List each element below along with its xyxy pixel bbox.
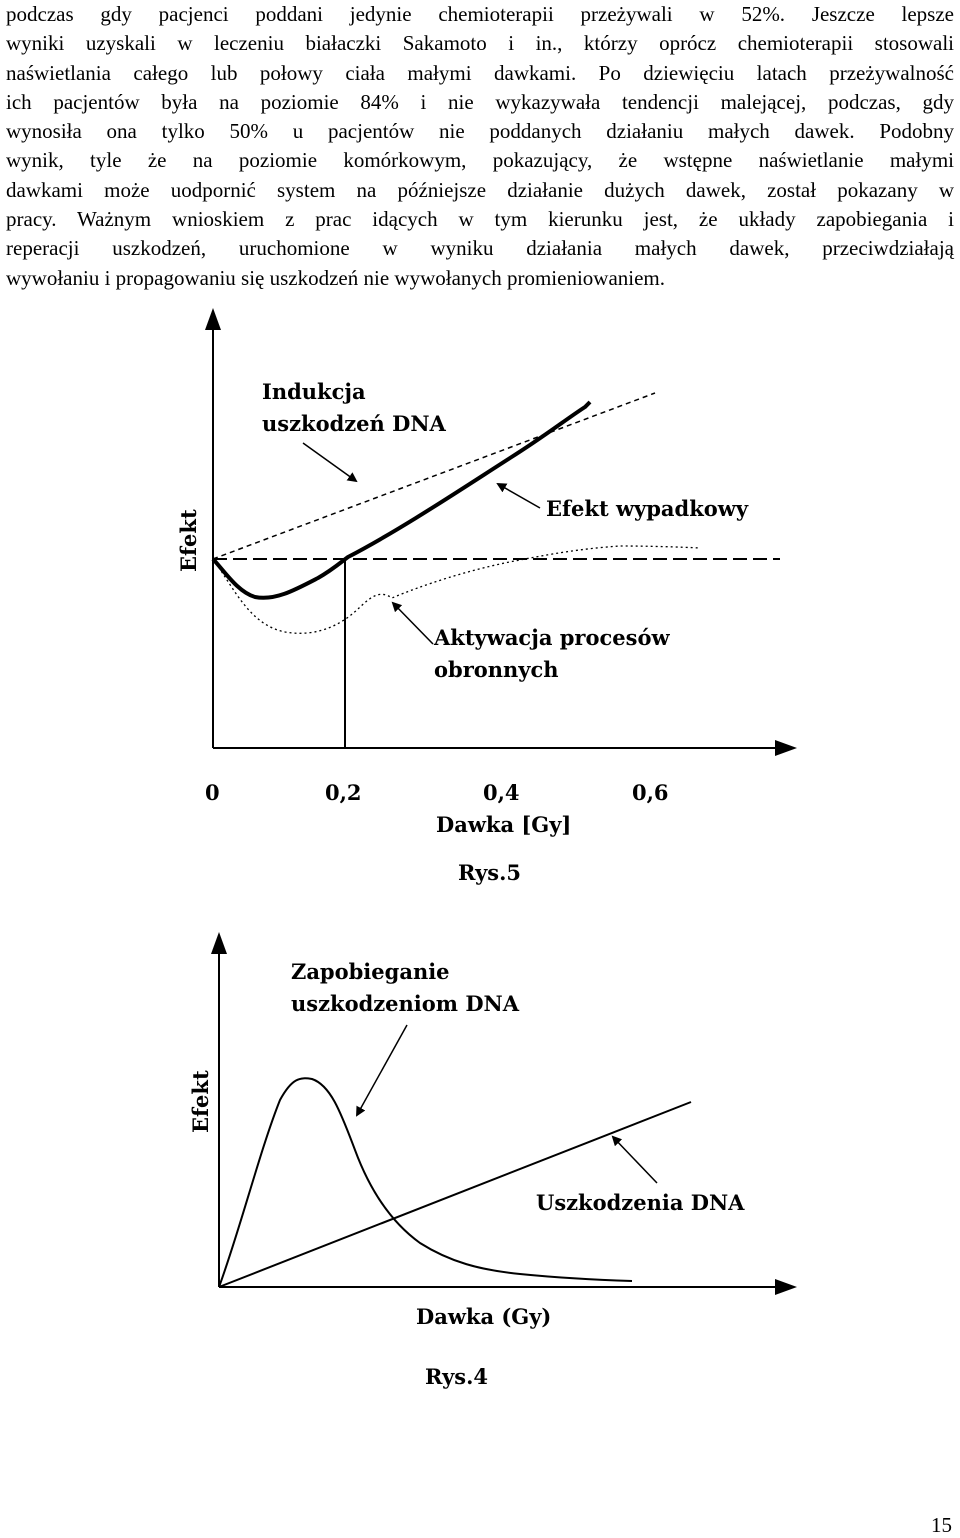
fig5-x-tick: 0,4 (483, 780, 520, 805)
fig5-x-tick: 0,6 (632, 780, 669, 805)
fig4-y-axis-arrow (211, 932, 227, 954)
fig4-arrow-prevention (357, 1025, 407, 1115)
paragraph-line: pracy. Ważnym wnioskiem z prac idących w tym kierunku jest, że układy zapobiegania i (6, 207, 954, 232)
fig5-label-activation-2: obronnych (434, 657, 559, 682)
fig5-caption: Rys.5 (458, 860, 522, 885)
figure-4 (188, 932, 797, 1389)
fig5-arrow-net-effect (498, 484, 540, 508)
fig5-arrow-activation (393, 603, 433, 644)
fig5-x-label: Dawka [Gy] (436, 812, 572, 837)
fig5-y-label: Efekt (176, 509, 201, 572)
paragraph-line: naświetlania całego lub połowy ciała małymi dawkami. Po dziewięciu latach przeżywalność (6, 60, 954, 85)
fig4-label-damage: Uszkodzenia DNA (536, 1190, 745, 1215)
paragraph-line: ich pacjentów była na poziomie 84% i nie wykazywała tendencji malejącej, podczas, gdy (6, 89, 954, 114)
paragraph-line: wynosiła ona tylko 50% u pacjentów nie poddanych działaniu małych dawek. Podobny (6, 119, 954, 144)
page-number: 15 (931, 1513, 952, 1537)
fig5-x-axis-arrow (775, 740, 797, 756)
fig5-label-net-effect: Efekt wypadkowy (546, 496, 749, 521)
fig4-x-axis-arrow (775, 1279, 797, 1295)
fig5-label-induction-1: Indukcja (262, 379, 366, 404)
fig4-label-prevention-1: Zapobieganie (291, 959, 450, 984)
fig4-series-prevention (219, 1078, 632, 1287)
paragraph-line: wyniki uzyskali w leczeniu białaczki Sakamoto i in., którzy oprócz chemioterapii stosowali (6, 31, 954, 56)
fig5-label-induction-2: uszkodzeń DNA (262, 411, 446, 436)
fig4-y-label: Efekt (188, 1070, 213, 1133)
paragraph-line: podczas gdy pacjenci poddani jedynie chemioterapii przeżywali w 52%. Jeszcze lepsze (6, 2, 954, 26)
paragraph-line: wywołaniu i propagowaniu się uszkodzeń nie wywołanych promieniowaniem. (6, 265, 666, 290)
fig5-x-tick: 0 (205, 780, 220, 805)
fig4-x-label: Dawka (Gy) (416, 1304, 552, 1329)
fig5-x-tick: 0,2 (325, 780, 362, 805)
fig4-arrow-damage (613, 1137, 657, 1183)
fig4-label-prevention-2: uszkodzeniom DNA (291, 991, 520, 1016)
fig4-caption: Rys.4 (425, 1364, 489, 1389)
paragraph-line: reperacji uszkodzeń, uruchomione w wyniku działania małych dawek, przeciwdziałają (6, 236, 954, 261)
fig5-label-activation-1: Aktywacja procesów (434, 625, 670, 650)
paragraph-line: dawkami może uodpornić system na późniejsze działanie dużych dawek, został pokazany w (6, 177, 954, 202)
figure-5 (176, 308, 797, 885)
fig5-arrow-induction (303, 443, 356, 481)
fig5-y-axis-arrow (205, 308, 221, 330)
paragraph-line: wynik, tyle że na poziomie komórkowym, pokazujący, że wstępne naświetlanie małymi (6, 148, 954, 173)
